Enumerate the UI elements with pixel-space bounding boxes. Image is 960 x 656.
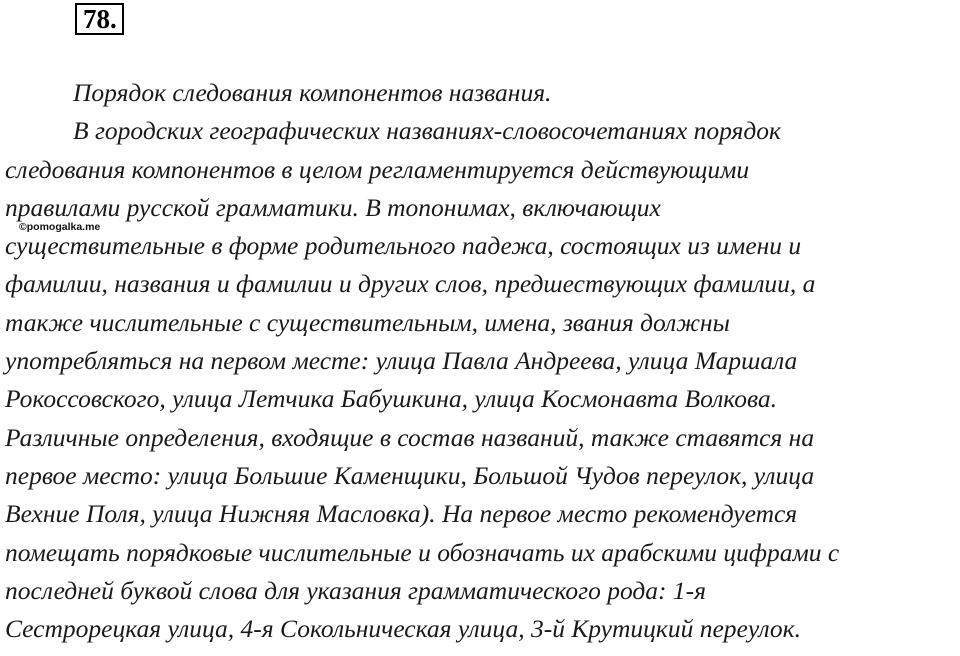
text-line: Сестрорецкая улица, 4-я Сокольническая улица, 3-й Крутицкий переулок. <box>5 614 801 644</box>
watermark: ©pomogalka.me <box>19 221 101 233</box>
text-line: Рокоссовского, улица Летчика Бабушкина, улица Космонавта Волкова. <box>5 384 778 414</box>
text-line: также числительные с существительным, имена, звания должны <box>5 307 730 337</box>
text-line: употребляться на первом месте: улица Павла Андреева, улица Маршала <box>5 346 798 376</box>
task-number: 78. <box>83 4 117 34</box>
task-number-box <box>75 3 124 35</box>
paragraph-heading-line: Порядок следования компонентов названия. <box>73 78 552 107</box>
text-line: последней буквой слова для указания грамматического рода: 1-я <box>5 575 706 605</box>
text-line: помещать порядковые числительные и обозначать их арабскими цифрами с <box>5 537 840 567</box>
text-line: первое место: улица Большие Каменщики, Большой Чудов переулок, улица <box>5 460 815 490</box>
text-line: Различные определения, входящие в состав названий, также ставятся на <box>5 422 815 452</box>
text-line: фамилии, названия и фамилии и других слов, предшествующих фамилии, а <box>5 269 816 299</box>
answer-text <box>5 74 957 648</box>
text-line: существительные в форме родительного падежа, состоящих из имени и <box>5 231 802 261</box>
text-line: следования компонентов в целом регламентируется действующими <box>5 154 750 184</box>
text-line: Вехние Поля, улица Нижняя Масловка). На первое место рекомендуется <box>5 499 798 529</box>
text-line: В городских географических названиях-словосочетаниях порядок <box>73 116 781 146</box>
text-line: правилами русской грамматики. В топонимах, включающих <box>5 192 661 222</box>
